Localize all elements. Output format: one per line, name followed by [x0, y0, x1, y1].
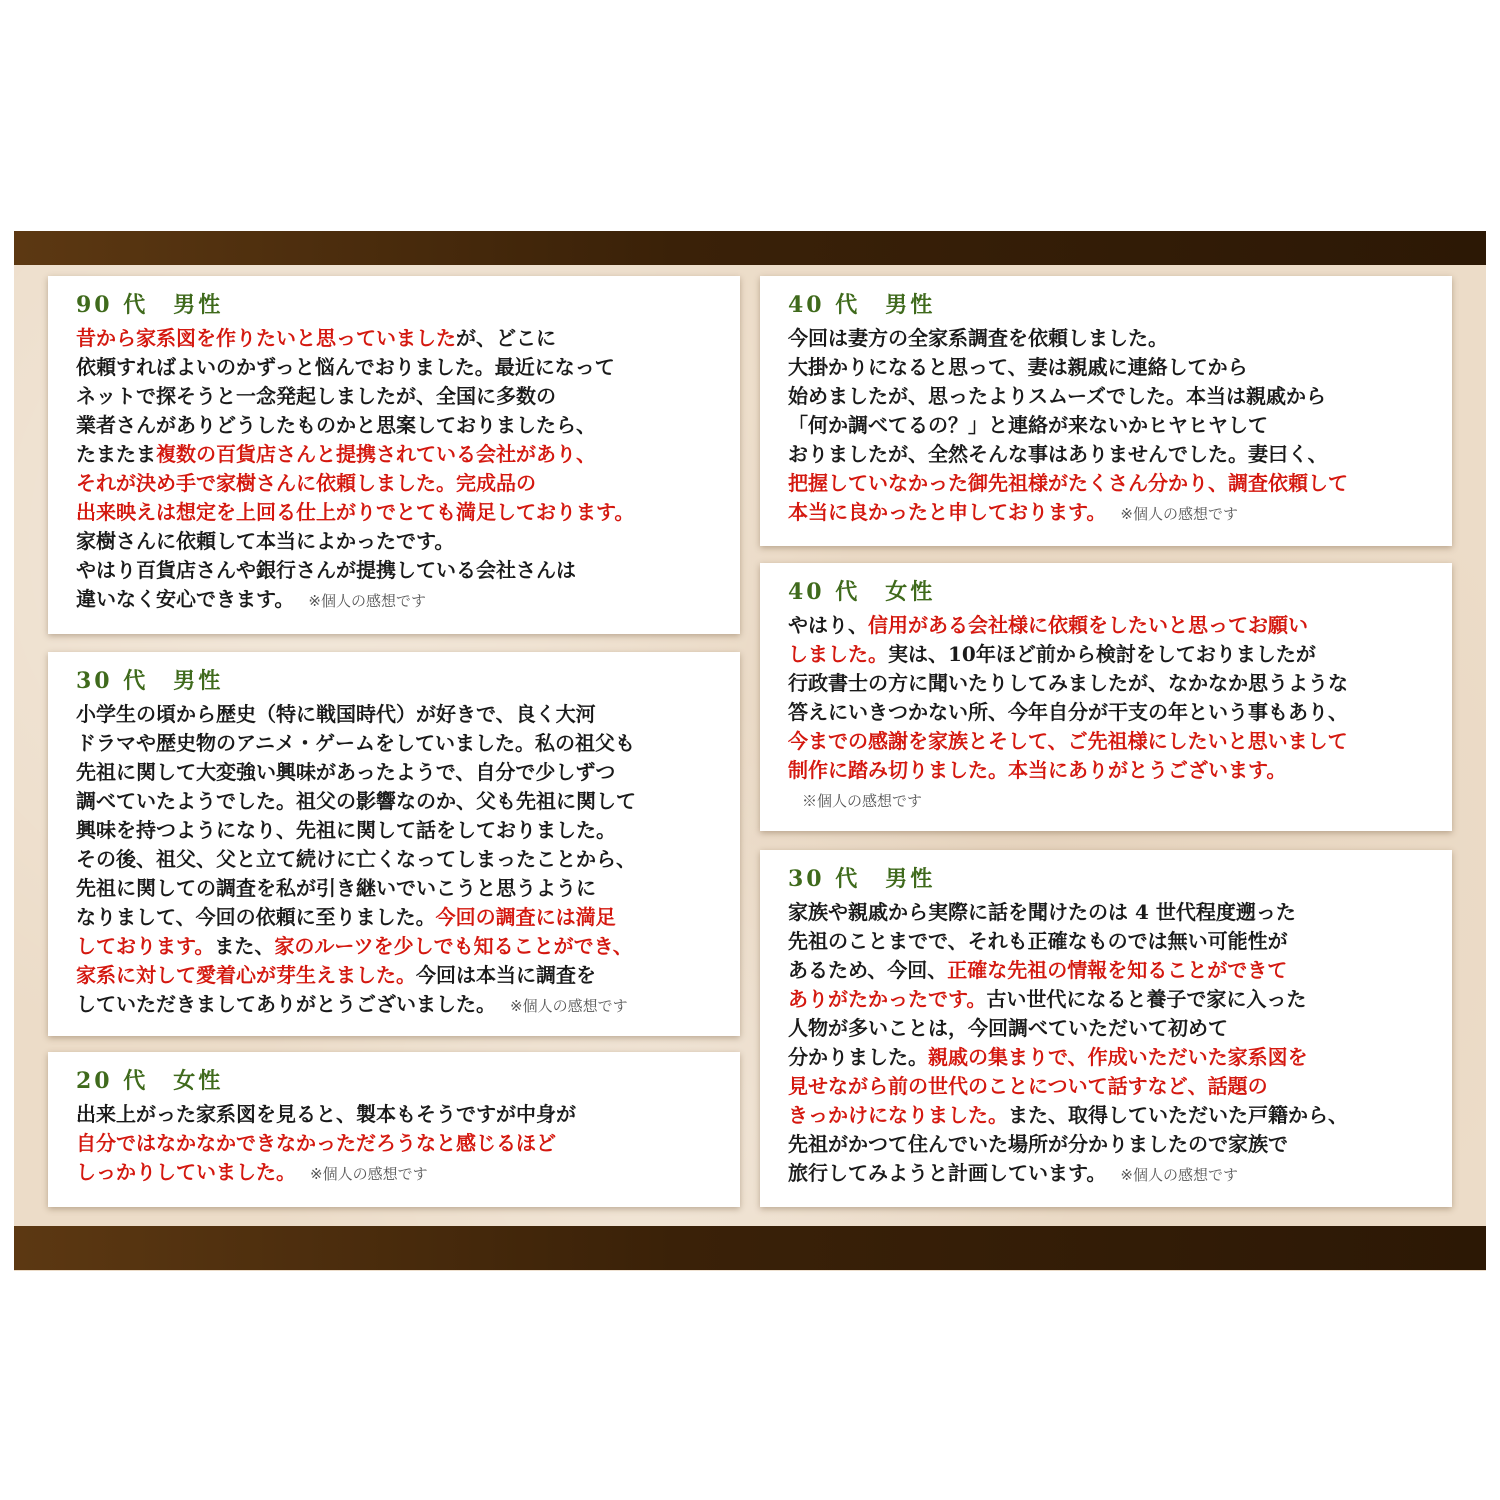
testimonial-line: [788, 756, 1442, 785]
testimonial-line: [788, 1014, 1442, 1043]
testimonial-line: [76, 729, 730, 758]
highlighted-text: 信用がある会社様に依頼をしたいと思ってお願い: [868, 613, 1308, 637]
testimonial-card: [760, 276, 1452, 546]
highlighted-text: 把握していなかった御先祖様がたくさん分かり、調査依頼して: [788, 471, 1348, 495]
body-text: 業者さんがありどうしたものかと思案しておりましたら、: [76, 413, 596, 437]
testimonial-line: [788, 640, 1442, 669]
highlighted-text: しっかりしていました。: [76, 1160, 296, 1184]
testimonial-line: [788, 1101, 1442, 1130]
testimonial-line: [788, 498, 1442, 529]
body-text: 家族や親戚から実際に話を聞けたのは 4 世代程度遡った: [788, 900, 1296, 924]
highlighted-text: しました。: [788, 642, 888, 666]
testimonial-line: [788, 353, 1442, 382]
testimonial-line: [76, 585, 730, 616]
testimonial-line: [788, 440, 1442, 469]
testimonial-line: [788, 785, 1442, 816]
testimonial-line: [76, 382, 730, 411]
highlighted-text: 親戚の集まりで、作成いただいた家系図を: [928, 1045, 1308, 1069]
testimonial-heading: 30 代 男性: [76, 668, 224, 694]
testimonial-line: [76, 758, 730, 787]
highlighted-text: しております。: [76, 934, 215, 958]
testimonial-line: [76, 1129, 730, 1158]
testimonial-line: [76, 440, 730, 469]
testimonial-line: [788, 898, 1442, 927]
testimonial-line: [76, 527, 730, 556]
highlighted-text: きっかけになりました。: [788, 1103, 1008, 1127]
body-text: おりましたが、全然そんな事はありませんでした。妻曰く、: [788, 442, 1328, 466]
testimonial-card: [760, 850, 1452, 1207]
testimonial-heading: 20 代 女性: [76, 1068, 224, 1094]
testimonial-heading: 40 代 男性: [788, 292, 936, 318]
testimonial-card: [48, 652, 740, 1036]
body-text: 先祖に関しての調査を私が引き継いでいこうと思うように: [76, 876, 596, 900]
body-text: 始めましたが、思ったよりスムーズでした。本当は親戚から: [788, 384, 1326, 408]
top-frame-bar: [14, 231, 1486, 265]
disclaimer-note: ※個人の感想です: [308, 592, 426, 610]
testimonial-line: [788, 727, 1442, 756]
body-text: 分かりました。: [788, 1045, 928, 1069]
testimonial-line: [788, 611, 1442, 640]
highlighted-text: 制作に踏み切りました。本当にありがとうございます。: [788, 758, 1287, 782]
testimonial-line: [76, 556, 730, 585]
body-text: 出来上がった家系図を見ると、製本もそうですが中身が: [76, 1102, 576, 1126]
testimonial-line: [788, 1130, 1442, 1159]
body-text: 今回は本当に調査を: [416, 963, 596, 987]
highlighted-text: 今までの感謝を家族とそして、ご先祖様にしたいと思いまして: [788, 729, 1348, 753]
testimonial-line: [76, 1158, 730, 1189]
testimonial-heading: 30 代 男性: [788, 866, 936, 892]
body-text: 「何か調べてるの？」と連絡が来ないかヒヤヒヤして: [788, 413, 1268, 437]
body-text: 違いなく安心できます。: [76, 587, 295, 611]
highlighted-text: ありがたかったです。: [788, 987, 987, 1011]
body-text: 先祖に関して大変強い興味があったようで、自分で少しずつ: [76, 760, 616, 784]
body-text: なりまして、今回の依頼に至りました。: [76, 905, 436, 929]
testimonial-line: [76, 469, 730, 498]
body-text: やはり百貨店さんや銀行さんが提携している会社さんは: [76, 558, 576, 582]
testimonial-line: [788, 698, 1442, 727]
body-text: 先祖のことまでで、それも正確なものでは無い可能性が: [788, 929, 1288, 953]
highlighted-text: 正確な先祖の情報を知ることができて: [947, 958, 1288, 982]
highlighted-text: 見せながら前の世代のことについて話すなど、話題の: [788, 1074, 1268, 1098]
testimonial-line: [788, 411, 1442, 440]
testimonial-card: [760, 563, 1452, 831]
testimonial-line: [76, 816, 730, 845]
disclaimer-note: ※個人の感想です: [310, 1165, 428, 1183]
disclaimer-note: ※個人の感想です: [1120, 505, 1238, 523]
highlighted-text: 家系に対して愛着心が芽生えました。: [76, 963, 416, 987]
testimonial-body: [788, 324, 1442, 529]
body-text: 古い世代になると養子で家に入った: [986, 987, 1307, 1011]
body-text: たまたま: [76, 442, 156, 466]
bottom-frame-bar: [14, 1226, 1486, 1270]
testimonial-line: [788, 669, 1442, 698]
testimonial-line: [788, 469, 1442, 498]
body-text: 調べていたようでした。祖父の影響なのか、父も先祖に関して: [76, 789, 636, 813]
highlighted-text: それが決め手で家樹さんに依頼しました。完成品の: [76, 471, 536, 495]
body-text: 人物が多いことは，今回調べていただいて初めて: [788, 1016, 1228, 1040]
testimonial-body: [788, 898, 1442, 1190]
body-text: していただきましてありがとうございました。: [76, 992, 496, 1016]
testimonial-line: [788, 985, 1442, 1014]
testimonial-body: [788, 611, 1442, 816]
testimonial-line: [76, 411, 730, 440]
body-text: 依頼すればよいのかずっと悩んでおりました。最近になって: [76, 355, 615, 379]
testimonial-body: [76, 324, 730, 616]
disclaimer-note: ※個人の感想です: [802, 792, 923, 810]
testimonial-line: [76, 787, 730, 816]
highlighted-text: 家のルーツを少しでも知ることができ、: [274, 934, 633, 958]
testimonial-heading: 40 代 女性: [788, 579, 936, 605]
testimonial-line: [788, 1072, 1442, 1101]
testimonial-body: [76, 1100, 730, 1189]
highlighted-text: 昔から家系図を作りたいと思っていました: [76, 326, 456, 350]
body-text: 答えにいきつかない所、今年自分が干支の年という事もあり、: [788, 700, 1348, 724]
body-text: 行政書士の方に聞いたりしてみましたが、なかなか思うような: [788, 671, 1348, 695]
highlighted-text: 今回の調査には満足: [435, 905, 616, 929]
body-text: 大掛かりになると思って、妻は親戚に連絡してから: [788, 355, 1248, 379]
testimonial-line: [76, 700, 730, 729]
body-text: 小学生の頃から歴史（特に戦国時代）が好きで、良く大河: [76, 702, 596, 726]
highlighted-text: 複数の百貨店さんと提携されている会社があり、: [156, 442, 596, 466]
testimonial-line: [76, 932, 730, 961]
body-text: また、取得していただいた戸籍から、: [1008, 1103, 1348, 1127]
body-text: やはり、: [788, 613, 868, 637]
body-text: 旅行してみようと計画しています。: [788, 1161, 1107, 1185]
body-text: あるため、今回、: [788, 958, 948, 982]
highlighted-text: 本当に良かったと申しております。: [788, 500, 1107, 524]
testimonial-card: [48, 1052, 740, 1207]
testimonial-line: [76, 903, 730, 932]
testimonial-line: [788, 382, 1442, 411]
testimonial-body: [76, 700, 730, 1021]
testimonial-line: [788, 324, 1442, 353]
body-text: その後、祖父、父と立て続けに亡くなってしまったことから、: [76, 847, 636, 871]
testimonial-line: [76, 874, 730, 903]
testimonial-card: [48, 276, 740, 634]
testimonial-line: [788, 956, 1442, 985]
testimonial-heading: 90 代 男性: [76, 292, 224, 318]
body-text: ネットで探そうと一念発起しましたが、全国に多数の: [76, 384, 556, 408]
body-text: が、どこに: [456, 326, 556, 350]
testimonial-line: [788, 1043, 1442, 1072]
body-text: 家樹さんに依頼して本当によかったです。: [76, 529, 455, 553]
disclaimer-note: ※個人の感想です: [1120, 1166, 1238, 1184]
testimonial-line: [76, 324, 730, 353]
body-text: 実は、10年ほど前から検討をしておりましたが: [888, 642, 1316, 666]
body-text: 興味を持つようになり、先祖に関して話をしておりました。: [76, 818, 616, 842]
testimonial-line: [76, 990, 730, 1021]
testimonial-line: [788, 927, 1442, 956]
testimonial-line: [76, 1100, 730, 1129]
testimonial-line: [76, 353, 730, 382]
testimonial-line: [76, 961, 730, 990]
testimonial-line: [76, 498, 730, 527]
body-text: 今回は妻方の全家系調査を依頼しました。: [788, 326, 1168, 350]
body-text: ドラマや歴史物のアニメ・ゲームをしていました。私の祖父も: [76, 731, 635, 755]
body-text: 先祖がかつて住んでいた場所が分かりましたので家族で: [788, 1132, 1288, 1156]
testimonial-line: [76, 845, 730, 874]
highlighted-text: 出来映えは想定を上回る仕上がりでとても満足しております。: [76, 500, 635, 524]
highlighted-text: 自分ではなかなかできなかっただろうなと感じるほど: [76, 1131, 556, 1155]
disclaimer-note: ※個人の感想です: [510, 997, 628, 1015]
testimonial-line: [788, 1159, 1442, 1190]
body-text: また、: [214, 934, 275, 958]
